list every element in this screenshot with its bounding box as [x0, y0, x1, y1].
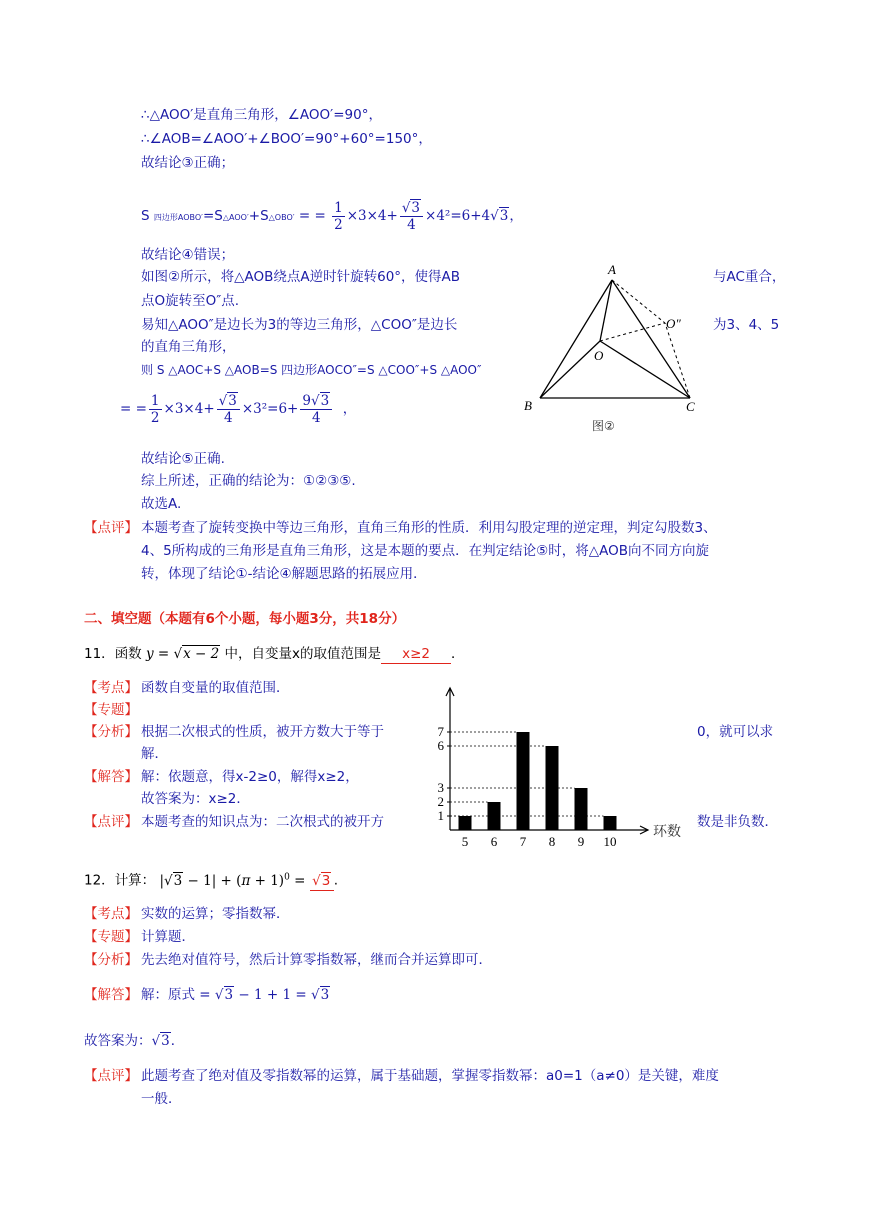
bar-10 — [604, 816, 617, 830]
edge-oo2 — [600, 323, 665, 341]
q12-answer-line: 故答案为：√3． — [84, 1033, 185, 1049]
figure-2-diagram — [520, 258, 710, 438]
proof-line-6a: 如图②所示，将△AOB绕点A逆时针旋转60°，使得AB — [141, 269, 461, 285]
y-tick-6: 6 — [437, 738, 444, 753]
edge-oc — [600, 341, 690, 398]
y-tick-7: 7 — [437, 724, 444, 739]
x-tick-10: 10 — [603, 834, 617, 849]
q11-fenxi-1a: 根据二次根式的性质，被开方数大于等于 — [141, 724, 384, 740]
area-plus: +S — [248, 208, 269, 224]
q12-stem — [84, 868, 338, 891]
q12-kaodian-tag: 【考点】 — [84, 906, 138, 922]
bar-9 — [575, 788, 588, 830]
q11-number: 11． — [84, 646, 115, 662]
figure-caption: 图② — [592, 419, 615, 433]
proof-line-1: ∴△AOO′是直角三角形，∠AOO′=90°， — [141, 107, 382, 123]
bar-6 — [488, 802, 501, 830]
q12-end: . — [333, 872, 338, 889]
q11-kaodian: 函数自变量的取值范围． — [141, 680, 290, 696]
proof-line-11: = = $\frac{1}{2}$ ×3×4+ $\frac{√3}{4}$ ×3²=6+ $\frac{9√3}{4}$ ， — [120, 393, 357, 426]
q12-number: 12． — [84, 872, 115, 889]
proof-line-13: 综上所述，正确的结论为：①②③⑤. — [141, 473, 356, 489]
review-line-1: 本题考查了旋转变换中等边三角形，直角三角形的性质．利用勾股定理的逆定理，判定勾股数3、 — [141, 520, 717, 536]
section-2-title: 二、填空题（本题有6个小题，每小题3分，共18分） — [84, 611, 406, 627]
q11-zhuanti-tag: 【专题】 — [84, 702, 138, 718]
area-sub-obo: △OBO′ — [268, 213, 295, 222]
q11-dianping-a: 本题考查的知识点为：二次根式的被开方 — [141, 814, 384, 830]
y-tick-2: 2 — [437, 794, 444, 809]
x-tick-6: 6 — [490, 834, 498, 849]
area-eq1: =S — [202, 208, 223, 224]
q11-formula: y — [145, 646, 154, 662]
proof-line-3: 故结论③正确； — [141, 155, 235, 171]
edge-ao2 — [612, 280, 665, 323]
proof-line-5: 故结论④错误； — [141, 247, 235, 263]
bar-8 — [546, 746, 559, 830]
area-rhs-formula: = = $\frac{1}{2}$ ×3×4+ $\frac{√3}{4}$ ×4²=6+4√3， — [298, 200, 523, 233]
q11-prefix: 函数 — [114, 646, 142, 662]
proof-line-14: 故选A. — [141, 496, 182, 512]
x-tick-5: 5 — [461, 834, 469, 849]
q11-dianping-tag: 【点评】 — [84, 814, 138, 830]
q11-dianping-b: 数是非负数． — [697, 814, 778, 830]
proof-line-10: 则 S △AOC+S △AOB=S 四边形AOCO″=S △COO″+S △AOO″ — [141, 363, 482, 377]
proof-line-8b: 为3、4、5 — [713, 317, 780, 333]
q12-dianping-tag: 【点评】 — [84, 1068, 138, 1084]
proof-line-9: 的直角三角形， — [141, 339, 236, 355]
q12-dianping-1: 此题考查了绝对值及零指数幂的运算，属于基础题，掌握零指数幂：a0=1（a≠0）是关键，难度 — [141, 1068, 719, 1084]
q11-fenxi-1b: 0，就可以求 — [697, 724, 774, 740]
q12-formula: $|√3 - 1| + (\pi + 1)^0$ = — [159, 872, 306, 889]
review-line-2: 4、5所构成的三角形是直角三角形，这是本题的要点．在判定结论⑤时，将△AOB向不同方向旋 — [141, 543, 710, 559]
area-sub-quad: 四边形AOBO′ — [153, 213, 203, 222]
q12-fenxi: 先去绝对值符号，然后计算零指数幂，继而合并运算即可． — [141, 952, 492, 968]
q11-stem: 11．函数 y = √x − 2 中，自变量x的取值范围是 x≥2 ． — [84, 646, 465, 662]
q11-fenxi-2: 解． — [141, 746, 168, 762]
review-line-3: 转，体现了结论①-结论④解题思路的拓展应用． — [141, 566, 427, 582]
bar-5 — [459, 816, 472, 830]
proof-line-6b: 与AC重合， — [713, 269, 786, 285]
q12-jieda-tag: 【解答】 — [84, 987, 138, 1003]
q12-dianping-2: 一般． — [141, 1091, 182, 1107]
label-b: B — [524, 398, 532, 413]
review-tag: 【点评】 — [84, 520, 138, 536]
x-tick-7: 7 — [519, 834, 527, 849]
proof-line-2: ∴∠AOB=∠AOO′+∠BOO′=90°+60°=150°， — [141, 131, 432, 147]
bar-7 — [517, 732, 530, 830]
q11-kaodian-tag: 【考点】 — [84, 680, 138, 696]
label-o: O — [594, 348, 604, 363]
label-a: A — [608, 262, 616, 277]
q12-jieda: 解：原式 = √3 − 1 + 1 = √3 — [141, 987, 330, 1003]
q11-jieda-2: 故答案为：x≥2． — [141, 791, 250, 807]
label-o-double-prime: O″ — [666, 316, 681, 331]
q12-kaodian: 实数的运算；零指数幂． — [141, 906, 290, 922]
q11-answer-blank: x≥2 — [381, 645, 451, 664]
area-sub-aoo: △AOO′ — [222, 213, 249, 222]
proof-line-8a: 易知△AOO″是边长为3的等边三角形，△COO″是边长 — [141, 317, 458, 333]
q12-answer-blank: √3 — [310, 872, 334, 891]
x-tick-9: 9 — [577, 834, 585, 849]
x-axis-label: 环数 — [653, 824, 681, 840]
edge-ab — [540, 280, 612, 398]
q11-jieda-1: 解：依题意，得x-2≥0，解得x≥2， — [141, 769, 359, 785]
proof-line-12: 故结论⑤正确. — [141, 451, 225, 467]
q11-end: ． — [451, 646, 465, 662]
area-equation — [141, 200, 523, 233]
q11-suffix: 中，自变量x的取值范围是 — [224, 646, 382, 662]
q12-zhuanti: 计算题． — [141, 929, 195, 945]
y-tick-3: 3 — [437, 780, 444, 795]
label-c: C — [686, 399, 695, 414]
bar-chart — [420, 680, 695, 850]
x-tick-8: 8 — [548, 834, 556, 849]
q12-prefix: 计算： — [114, 872, 156, 889]
q12-zhuanti-tag: 【专题】 — [84, 929, 138, 945]
q11-jieda-tag: 【解答】 — [84, 769, 138, 785]
edge-ac — [612, 280, 690, 398]
y-tick-1: 1 — [437, 808, 444, 823]
area-lhs: S — [141, 208, 150, 224]
edge-co2 — [665, 323, 690, 398]
proof-line-7: 点O旋转至O″点. — [141, 293, 240, 309]
q11-fenxi-tag: 【分析】 — [84, 724, 138, 740]
q12-fenxi-tag: 【分析】 — [84, 952, 138, 968]
